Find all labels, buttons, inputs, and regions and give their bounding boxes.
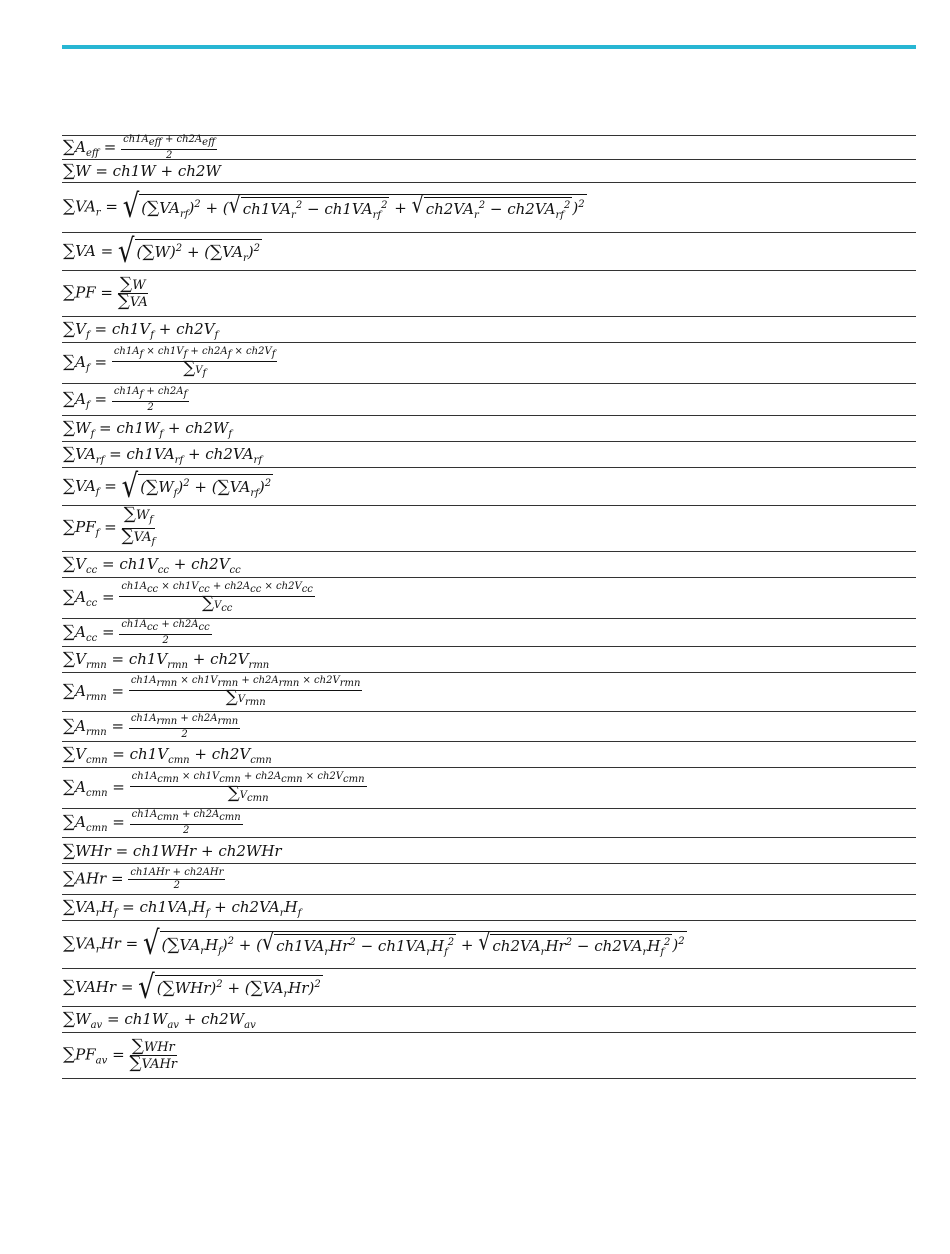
formula-row — [62, 183, 916, 233]
formula: $\sum A_{cc}$ = $\frac{ch1A_{cc} \times ch1V_{cc} + ch2A_{cc} \times ch2V_{cc}}{\sum V_{cc}}$ — [63, 581, 313, 614]
formula: $\sum VA_f$ = √ $(\sum W_f)^2 + (\sum VA_{rf})^2$ — [63, 467, 272, 506]
formula-row — [62, 838, 916, 864]
formula: ∑VAHr = √ $(\sum WHr)^2 + (\sum VA_rHr)^2$ — [63, 968, 321, 1007]
formula: $\sum A_{rmn}$ = $\frac{ch1A_{rmn} + ch2A_{rmn}}{2}$ — [63, 712, 239, 740]
formula: $\sum VA_{rf} = ch1VA_{rf} + ch2VA_{rf}$ — [63, 443, 263, 466]
formula: $\sum A_{rmn}$ = $\frac{ch1A_{rmn} \times ch1V_{rmn} + ch2A_{rmn} \times ch2V_{rmn}}{\sum V_{rmn}}$ — [63, 675, 361, 708]
formula: $\sum V_{rmn} = ch1V_{rmn} + ch2V_{rmn}$ — [63, 648, 270, 671]
formula-row — [62, 133, 916, 161]
formula: $\sum V_{cc} = ch1V_{cc} + ch2V_{cc}$ — [63, 553, 241, 576]
formula-row — [62, 895, 916, 921]
formula-row — [62, 864, 916, 895]
formula: ∑PF = $\frac{\sum W}{\sum VA}$ — [63, 274, 148, 311]
formula-row — [62, 442, 916, 468]
formula-row — [62, 506, 916, 552]
formula-row — [62, 742, 916, 768]
formula-row — [62, 969, 916, 1007]
header-accent-bar — [62, 45, 916, 49]
formula: $\sum W_f = ch1W_f + ch2W_f$ — [63, 417, 232, 440]
formula: $\sum VA_rHr$ = √ $(\sum VA_rH_f)^2$ + ( √ $ch1VA_rHr^2 - ch1VA_rH_f^2$ + √ $ch2VA_rHr^2 - ch2VA_rH_f^2$ )$^2$ — [63, 925, 685, 963]
formula: $\sum A_{cc}$ = $\frac{ch1A_{cc} + ch2A_{cc}}{2}$ — [63, 618, 210, 646]
formula-row — [62, 647, 916, 673]
formula-row — [62, 160, 916, 183]
formula-row — [62, 468, 916, 506]
formula: ∑VA = √ $(\sum W)^2 + (\sum VA_r)^2$ — [63, 232, 260, 271]
formula: $\sum A_f$ = $\frac{ch1A_f + ch2A_f}{2}$ — [63, 385, 188, 413]
formula: $\sum VA_rH_f = ch1VA_rH_f + ch2VA_rH_f$ — [63, 896, 302, 919]
formula: $\sum A_f$ = $\frac{ch1A_f \times ch1V_f + ch2A_f \times ch2V_f}{\sum V_f}$ — [63, 346, 276, 379]
formula-row — [62, 1033, 916, 1079]
formula-row — [62, 233, 916, 271]
formula: $\sum VA_r$ = √ $(\sum VA_{rf})^2$ + ( √ $ch1VA_r^2 - ch1VA_{rf}^2$ + √ $ch2VA_r^2 - ch2VA_{rf}^2$ )$^2$ — [63, 188, 585, 226]
formula: ∑WHr = ch1WHr + ch2WHr — [63, 840, 282, 861]
formula-row — [62, 343, 916, 384]
formula-row — [62, 271, 916, 317]
formula: $\sum A_{eff}$ = $\frac{ch1A_{eff} + ch2A_{eff}}{2}$ — [63, 133, 216, 161]
formula: $\sum PF_{av}$ = $\frac{\text{∑WHr}}{\text{∑VAHr}}$ — [63, 1036, 178, 1073]
formula-row — [62, 416, 916, 442]
formula-row — [62, 921, 916, 969]
formula: ∑AHr = $\frac{\text{ch1AHr + ch2AHr}}{2}$ — [63, 866, 224, 891]
formula: $\sum A_{cmn}$ = $\frac{ch1A_{cmn} + ch2A_{cmn}}{2}$ — [63, 809, 241, 836]
formula-row — [62, 619, 916, 647]
formula-row — [62, 578, 916, 619]
formula-row — [62, 673, 916, 712]
formula-row — [62, 809, 916, 838]
formula-table — [62, 135, 916, 1079]
formula: ∑W = ch1W + ch2W — [63, 161, 221, 181]
formula-row — [62, 712, 916, 742]
formula-row — [62, 1007, 916, 1033]
formula-row — [62, 384, 916, 416]
formula-row — [62, 317, 916, 343]
formula-row — [62, 768, 916, 809]
formula-row — [62, 552, 916, 578]
formula: $\sum W_{av} = ch1W_{av} + ch2W_{av}$ — [63, 1008, 256, 1031]
formula: $\sum V_f = ch1V_f + ch2V_f$ — [63, 318, 219, 341]
formula: $\sum PF_f$ = $\frac{\sum W_f}{\sum VA_f}$ — [63, 504, 156, 548]
formula: $\sum A_{cmn}$ = $\frac{ch1A_{cmn} \times ch1V_{cmn} + ch2A_{cmn} \times ch2V_{cmn}}{\sum V_{cmn}}$ — [63, 771, 365, 804]
formula: $\sum V_{cmn} = ch1V_{cmn} + ch2V_{cmn}$ — [63, 743, 272, 766]
